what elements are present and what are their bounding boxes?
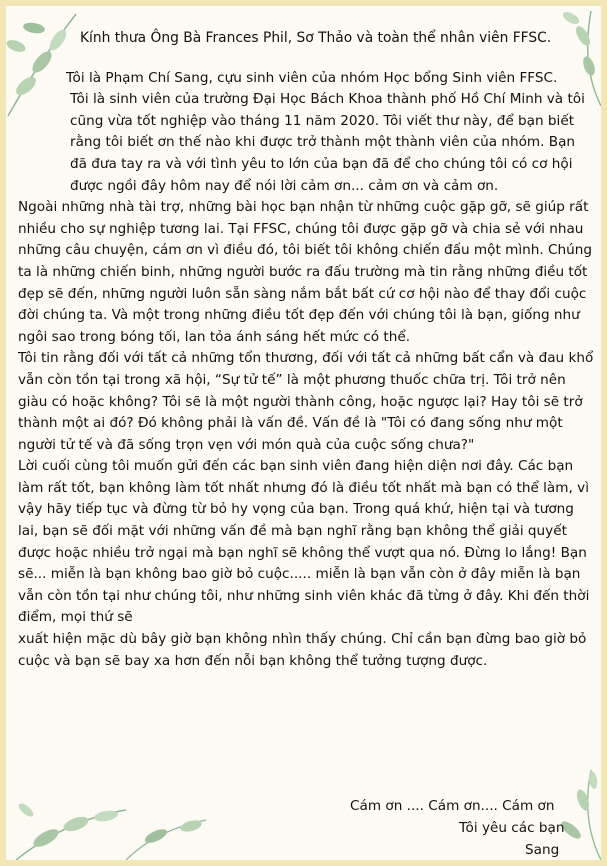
closing-love: Tôi yêu các bạn [459,820,565,836]
letter-body [18,28,596,672]
letter-paragraph-never-give-up: xuất hiện mặc dù bây giờ bạn không nhìn thấy chúng. Chỉ cần bạn đừng bao giờ bỏ cuộc và bạn sẽ bay xa hơn đến nỗi bạn không thể tưởng tượng được. [18,631,587,669]
signature: Sang [525,842,560,858]
letter-paragraph-intro: Tôi là Phạm Chí Sang, cựu sinh viên của nhóm Học bổng Sinh viên FFSC. [66,69,558,86]
letter-paragraph-kindness: Tôi tin rằng đối với tất cả những tổn thương, đối với tất cả những bất cẩn và đau khổ vẫn còn tồn tại trong xã hội, “Sự tử tế” là một phương thuốc chữa trị. Tôi trở nên giàu có hoặc không? Tôi sẽ là một người thành công, hoặc ngược lại? Hay tôi sẽ trở thành một ai đó? Đó không phải là vấn đề. Vấn đề là "Tôi có đang sống như một người tử tế và đã sống trọn vẹn với món quà của cuộc sống chưa?" [18,350,594,453]
letter-paper [6,6,601,860]
leaf-decoration-bottom-left-icon [6,750,236,860]
letter-paragraph-advice: Lời cuối cùng tôi muốn gửi đến các bạn sinh viên đang hiện diện nơi đây. Các bạn làm rất tốt, bạn không làm tốt nhất nhưng đó là điều tốt nhất mà bạn có thể làm, vì vậy hãy tiếp tục và đừng từ bỏ hy vọng của bạn. Trong quá khứ, hiện tại và tương lai, bạn sẽ đối mặt với những vấn đề mà bạn nghĩ rằng bạn không thể giải quyết được hoặc nhiều trở ngại mà bạn nghĩ sẽ không thể vượt qua nó. Đừng lo lắng! Bạn sẽ... miễn là bạn không bao giờ bỏ cuộc..... miễn là bạn vẫn còn ở đây miễn là bạn vẫn còn tồn tại như chúng tôi, như những sinh viên khác đã từng ở đây. Khi đến thời điểm, mọi thứ sẽ [18,458,590,626]
letter-paragraph-gratitude: Tôi là sinh viên của trường Đại Học Bách Khoa thành phố Hồ Chí Minh và tôi cũng vừa tốt nghiệp vào tháng 11 năm 2020. Tôi viết thư này, để bạn biết rằng tôi biết ơn thế nào khi được trở thành một thành viên của nhóm. Bạn đã đưa tay ra và với tình yêu to lớn của bạn đã để cho chúng tôi có cơ hội được ngồi đây hôm nay để nói lời cảm ơn... cảm ơn và cảm ơn. [70,91,585,194]
letter-paragraph-sponsors: Ngoài những nhà tài trợ, những bài học bạn nhận từ những cuộc gặp gỡ, sẽ giúp rất nhiều cho sự nghiệp tương lai. Tại FFSC, chúng tôi được gặp gỡ và chia sẻ với nhau những câu chuyện, cám ơn vì điều đó, tôi biết tôi không chiến đấu một mình. Chúng ta là những chiến binh, những người bước ra đấu trường mà tin rằng những điều tốt đẹp sẽ đến, những người luôn sẵn sàng nắm bắt bất cứ cơ hội nào để thay đổi cuộc đời chúng ta. Và một trong những điều tốt đẹp đến với chúng tôi là bạn, giống như ngôi sao trong bóng tối, lan tỏa ánh sáng hết mức có thể. [18,199,592,345]
closing-thanks: Cám ơn .... Cám ơn.... Cám ơn [350,798,555,814]
letter-salutation: Kính thưa Ông Bà Frances Phil, Sơ Thảo và toàn thể nhân viên FFSC. [80,30,552,46]
